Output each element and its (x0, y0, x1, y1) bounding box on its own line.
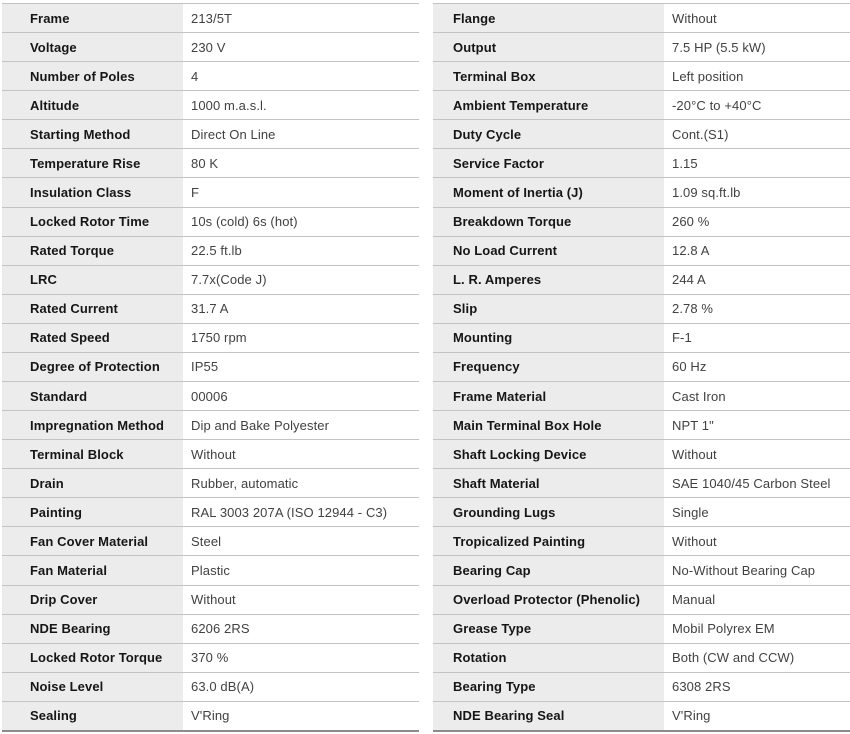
spec-value: 1750 rpm (191, 330, 247, 346)
spec-row (433, 61, 850, 90)
spec-label: Frame (2, 4, 183, 32)
spec-label: Frame Material (433, 382, 664, 410)
spec-label: Temperature Rise (2, 149, 183, 177)
spec-row (2, 177, 419, 206)
spec-value: Mobil Polyrex EM (672, 621, 775, 637)
spec-row (433, 294, 850, 323)
spec-value: Plastic (191, 563, 230, 579)
spec-row (2, 526, 419, 555)
spec-label: Rated Speed (2, 324, 183, 352)
spec-row (2, 614, 419, 643)
spec-value: F-1 (672, 330, 692, 346)
spec-row (2, 381, 419, 410)
spec-label: Ambient Temperature (433, 91, 664, 119)
spec-label: Locked Rotor Torque (2, 644, 183, 672)
spec-row (433, 323, 850, 352)
spec-value: 6308 2RS (672, 679, 731, 695)
spec-row (433, 614, 850, 643)
spec-row (433, 119, 850, 148)
spec-value: 2.78 % (672, 301, 714, 317)
spec-value: 1.09 sq.ft.lb (672, 185, 741, 200)
spec-row (433, 497, 850, 526)
spec-label: Breakdown Torque (433, 208, 664, 236)
spec-label: Slip (433, 295, 664, 323)
spec-table-left (2, 3, 419, 732)
spec-value: 1.15 (672, 155, 698, 171)
spec-row (433, 643, 850, 672)
spec-table-right (433, 3, 850, 732)
spec-row (433, 672, 850, 701)
spec-label: Fan Cover Material (2, 527, 183, 555)
spec-label: Painting (2, 498, 183, 526)
spec-row (2, 32, 419, 61)
spec-label: Drain (2, 469, 183, 497)
spec-label: Grounding Lugs (433, 498, 664, 526)
spec-row (2, 555, 419, 584)
spec-row (2, 236, 419, 265)
spec-value: 6206 2RS (191, 621, 250, 637)
spec-label: L. R. Amperes (433, 266, 664, 294)
spec-value: Both (CW and CCW) (672, 650, 795, 666)
spec-value: 7.5 HP (5.5 kW) (672, 39, 766, 55)
spec-label: Noise Level (2, 673, 183, 701)
spec-value: 22.5 ft.lb (191, 243, 242, 259)
spec-label: Degree of Protection (2, 353, 183, 381)
spec-row (2, 410, 419, 439)
spec-label: Rated Torque (2, 237, 183, 265)
spec-row (2, 119, 419, 148)
spec-label: Sealing (2, 702, 183, 730)
spec-value: 00006 (191, 388, 228, 404)
spec-row (433, 265, 850, 294)
spec-label: Altitude (2, 91, 183, 119)
spec-label: Shaft Locking Device (433, 440, 664, 468)
spec-row (2, 701, 419, 730)
spec-value: 1000 m.a.s.l. (191, 97, 267, 113)
spec-label: Terminal Block (2, 440, 183, 468)
spec-row (433, 90, 850, 119)
spec-value: IP55 (191, 359, 219, 375)
spec-value: V'Ring (191, 708, 230, 724)
spec-row (2, 497, 419, 526)
spec-value: 10s (cold) 6s (hot) (191, 214, 298, 230)
spec-label: Drip Cover (2, 586, 183, 614)
spec-row (2, 323, 419, 352)
spec-label: Impregnation Method (2, 411, 183, 439)
spec-row (2, 265, 419, 294)
spec-value: V'Ring (672, 708, 711, 724)
spec-value: SAE 1040/45 Carbon Steel (672, 475, 831, 491)
spec-row (433, 439, 850, 468)
spec-label: Standard (2, 382, 183, 410)
spec-value: 244 A (672, 272, 706, 288)
spec-label: Grease Type (433, 615, 664, 643)
spec-value: 230 V (191, 39, 226, 55)
spec-row (2, 3, 419, 32)
spec-value: 260 % (672, 214, 710, 230)
spec-row (433, 236, 850, 265)
spec-label: Voltage (2, 33, 183, 61)
spec-row (433, 177, 850, 206)
spec-label: Overload Protector (Phenolic) (433, 586, 664, 614)
spec-value: RAL 3003 207A (ISO 12944 - C3) (191, 504, 388, 520)
spec-label: Locked Rotor Time (2, 208, 183, 236)
spec-row (433, 207, 850, 236)
spec-value: Manual (672, 592, 716, 608)
spec-row (433, 32, 850, 61)
spec-row (433, 148, 850, 177)
spec-row (433, 585, 850, 614)
spec-label: Main Terminal Box Hole (433, 411, 664, 439)
spec-label: NDE Bearing Seal (433, 702, 664, 730)
spec-row (2, 148, 419, 177)
spec-value: Without (191, 592, 236, 608)
spec-row (433, 468, 850, 497)
spec-row (2, 585, 419, 614)
spec-value: Steel (191, 533, 222, 549)
spec-label: Tropicalized Painting (433, 527, 664, 555)
spec-label: Duty Cycle (433, 120, 664, 148)
spec-label: NDE Bearing (2, 615, 183, 643)
spec-label: No Load Current (433, 237, 664, 265)
spec-value: Rubber, automatic (191, 475, 299, 491)
spec-value: Without (672, 446, 717, 462)
spec-label: Mounting (433, 324, 664, 352)
spec-label: Insulation Class (2, 178, 183, 206)
spec-value: Left position (672, 68, 744, 84)
spec-label: Service Factor (433, 149, 664, 177)
spec-row (433, 526, 850, 555)
spec-value: NPT 1" (672, 417, 714, 433)
spec-value: 60 Hz (672, 359, 707, 375)
spec-label: Frequency (433, 353, 664, 381)
spec-row (433, 3, 850, 32)
spec-value: 12.8 A (672, 243, 710, 259)
spec-label: Fan Material (2, 556, 183, 584)
spec-label: Flange (433, 4, 664, 32)
spec-row (2, 643, 419, 672)
spec-label: Shaft Material (433, 469, 664, 497)
spec-row (433, 381, 850, 410)
spec-label: Terminal Box (433, 62, 664, 90)
spec-row (2, 352, 419, 381)
spec-value: No-Without Bearing Cap (672, 563, 816, 579)
spec-label: Moment of Inertia (J) (433, 178, 664, 206)
spec-value: 4 (191, 68, 199, 84)
spec-label: Rated Current (2, 295, 183, 323)
spec-row (433, 701, 850, 730)
spec-value: 370 % (191, 650, 229, 666)
spec-value: Dip and Bake Polyester (191, 417, 330, 433)
spec-value: Single (672, 504, 709, 520)
spec-value: Cont.(S1) (672, 126, 729, 142)
spec-value: Cast Iron (672, 388, 726, 404)
spec-row (433, 352, 850, 381)
spec-row (2, 468, 419, 497)
spec-value: 80 K (191, 155, 219, 171)
spec-row (2, 61, 419, 90)
spec-row (433, 410, 850, 439)
spec-label: LRC (2, 266, 183, 294)
spec-row (2, 294, 419, 323)
spec-row (433, 555, 850, 584)
spec-label: Rotation (433, 644, 664, 672)
spec-value: F (191, 185, 200, 200)
spec-value: 31.7 A (191, 301, 229, 317)
spec-row (2, 439, 419, 468)
spec-label: Output (433, 33, 664, 61)
spec-row (2, 672, 419, 701)
spec-label: Starting Method (2, 120, 183, 148)
spec-row (2, 90, 419, 119)
spec-value: 63.0 dB(A) (191, 679, 255, 695)
spec-label: Number of Poles (2, 62, 183, 90)
spec-value: Without (672, 533, 717, 549)
spec-label: Bearing Cap (433, 556, 664, 584)
spec-value: 213/5T (191, 10, 233, 26)
spec-label: Bearing Type (433, 673, 664, 701)
spec-value: -20°C to +40°C (672, 97, 762, 113)
spec-value: Without (672, 10, 717, 26)
spec-value: Without (191, 446, 236, 462)
spec-value: 7.7x(Code J) (191, 272, 267, 288)
spec-row (2, 207, 419, 236)
spec-value: Direct On Line (191, 126, 276, 142)
